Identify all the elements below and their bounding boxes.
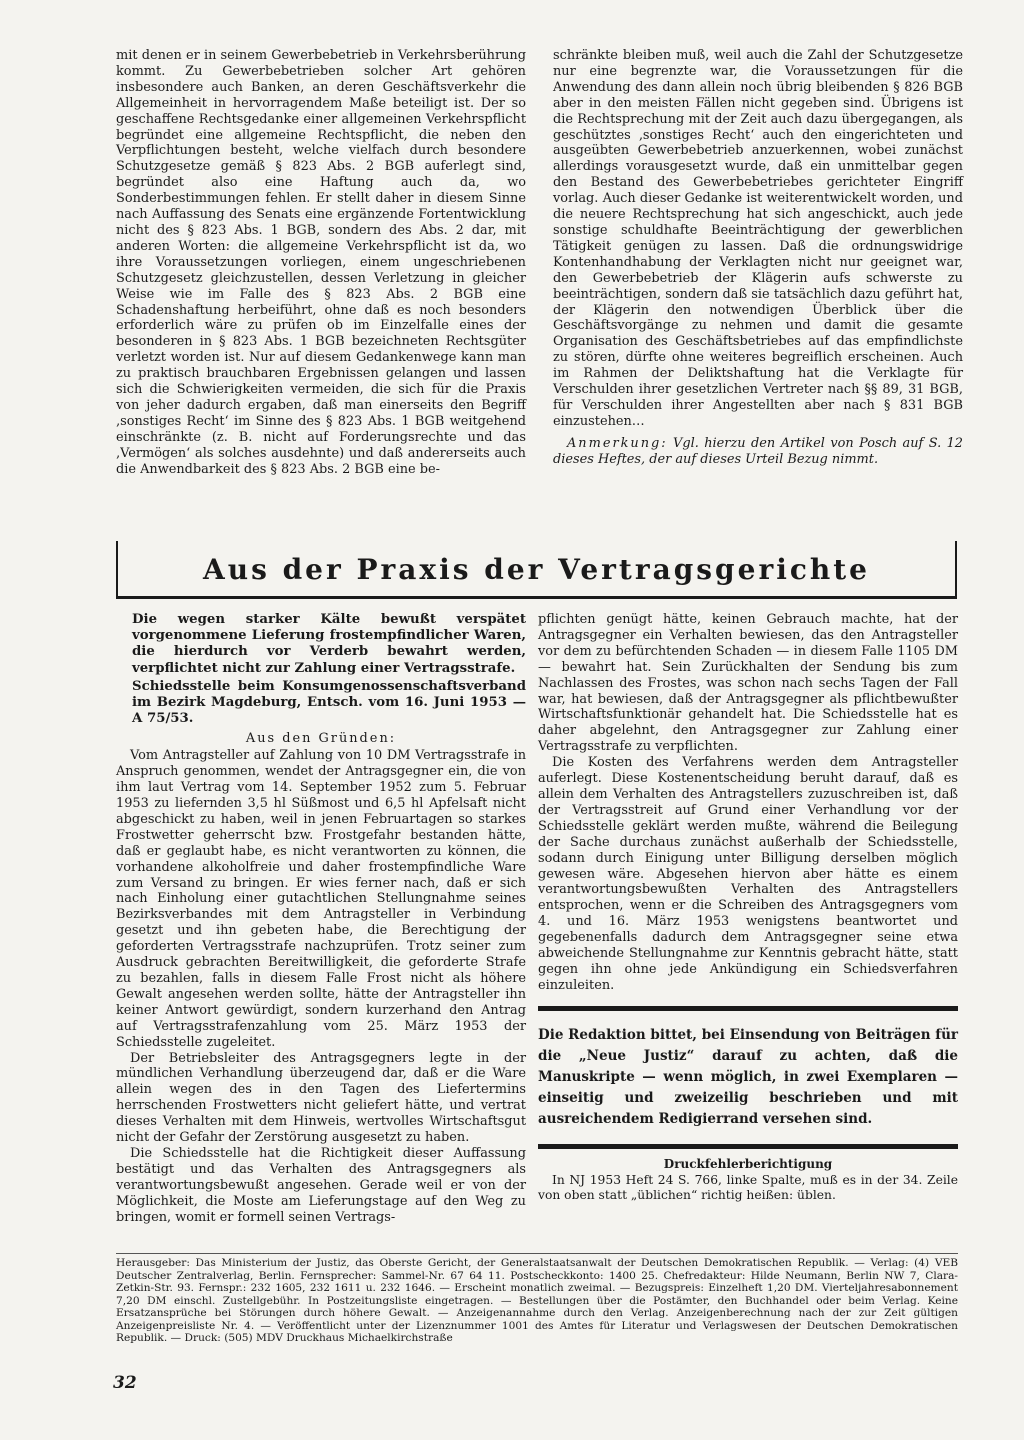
headnote (116, 612, 526, 727)
imprint (116, 1253, 958, 1345)
paragraph: schränkte bleiben muß, weil auch die Zahl der Schutzgesetze nur eine begrenzte war, die Voraussetzungen für die Anwendung des dann allein noch übrig bleibenden § 826 BGB aber in den meisten Fällen nicht gegeben sind. Übrigens ist die Rechtsprechung mit der Zeit auch dazu übergegangen, als geschütztes ‚sonstiges Recht‘ auch den eingerichteten und ausgeübten Gewerbebetrieb anzuerkennen, wobei zunächst allerdings vorausgesetzt wurde, daß ein unmittelbar gegen den Bestand des Gewerbebetriebes gerichteter Eingriff vorlag. Auch dieser Gedanke ist weiterentwickelt worden, und die neuere Rechtsprechung hat sich angeschickt, auch jede sonstige schuldhafte Beeinträchtigung der gewerblichen Tätigkeit genügen zu lassen. Daß die ordnungswidrige Kontenhandhabung der Verklagten nicht nur geeignet war, den Gewerbebetrieb der Klägerin aufs schwerste zu beeinträchtigen, sondern daß sie tatsächlich dazu geführt hat, der Klägerin den notwendigen Überblick über die Geschäftsvorgänge zu nehmen und damit die gesamte Organisation des Geschäftsbetriebes auf das empfindlichste zu stören, dürfte ohne weiteres begreiflich erscheinen. Auch im Rahmen der Deliktshaftung hat die Verklagte für Verschulden ihrer gesetzlichen Vertreter nach §§ 89, 31 BGB, für Verschulden ihrer Angestellten aber nach § 831 BGB einzustehen… (553, 48, 963, 429)
headnote-text: Die wegen starker Kälte bewußt verspätet vorgenommene Lieferung frostempfindlicher Waren, die hierdurch vor Verderb bewahrt werden, verpflichtet nicht zur Zahlung einer Vertragsstrafe. (132, 612, 526, 676)
note (553, 436, 963, 468)
top-right-column (553, 48, 963, 468)
bottom-left-column (116, 612, 526, 1226)
correction-text: In NJ 1953 Heft 24 S. 766, linke Spalte, muß es in der 34. Zeile von oben statt „üblichen“ richtig heißen: üblen. (538, 1172, 958, 1202)
paragraph: Vom Antragsteller auf Zahlung von 10 DM Vertragsstrafe in Anspruch genommen, wendet der Antragsgegner ein, die von ihm laut Vertrag vom 14. September 1952 zum 5. Februar 1953 zu liefernden 3,5 hl Süßmost und 6,5 hl Apfelsaft nicht abgeschickt zu haben, weil in jenen Februartagen so starkes Frostwetter geherrscht bzw. Frostgefahr bestanden hätte, daß er geglaubt habe, es nicht verantworten zu können, die vorhandene alkoholfreie und daher frostempfindliche Ware zum Versand zu bringen. Er wies ferner nach, daß er sich nach Einholung einer gutachtlichen Stellungnahme seines Bezirksverbandes mit dem Antragsteller in Verbindung gesetzt und ihn gebeten habe, die Berechtigung der geforderten Vertragsstrafe nachzuprüfen. Trotz seiner zum Ausdruck gebrachten Bereitwilligkeit, die geforderte Strafe zu bezahlen, falls in diesem Falle Frost nicht als höhere Gewalt angesehen werden sollte, hätte der Antragsteller ihn keiner Antwort gewürdigt, sondern kurzerhand den Antrag auf Vertragsstrafenzahlung vom 25. März 1953 der Schiedsstelle zugeleitet. (116, 748, 526, 1050)
note-label: Anmerkung: (567, 435, 668, 451)
editorial-notice (538, 1025, 958, 1130)
page-number: 32 (113, 1373, 137, 1393)
court-reference: Schiedsstelle beim Konsumgenossenschaftsverband im Bezirk Magdeburg, Entsch. vom 16. Juni 1953 — A 75/53. (132, 678, 526, 727)
correction-title: Druckfehlerberichtigung (663, 1156, 833, 1171)
reasons-heading: Aus den Gründen: (245, 731, 397, 747)
paragraph: Die Schiedsstelle hat die Richtigkeit dieser Auffassung bestätigt und das Verhalten des Antragsgegners als verantwortungsbewußt angesehen. Gerade weil er von der Möglichkeit, die Moste am Lieferungstage auf den Weg zu bringen, womit er formell seinen Vertrags- (116, 1145, 526, 1225)
divider (538, 1006, 958, 1011)
bottom-right-column (538, 612, 958, 1203)
paragraph: Die Kosten des Verfahrens werden dem Antragsteller auferlegt. Diese Kostenentscheidung beruht darauf, daß es allein dem Verhalten des Antragstellers zuzuschreiben ist, daß der Vertragsstreit auf Grund einer Verhandlung vor der Schiedsstelle geklärt werden mußte, während die Beilegung der Sache durchaus zunächst außerhalb der Schiedsstelle, sodann durch Einigung unter Billigung derselben möglich gewesen wäre. Abgesehen hiervon aber hätte es einem verantwortungsbewußten Verhalten des Antragstellers entsprochen, wenn er die Schreiben des Antragsgegners vom 4. und 16. März 1953 wenigstens beantwortet und gegebenenfalls dadurch dem Antragsgegner seine etwa abweichende Stellungnahme zur Kenntnis gebracht hätte, statt gegen ihn ohne jede Ankündigung ein Schiedsverfahren einzuleiten. (538, 755, 958, 993)
divider (538, 1144, 958, 1149)
paragraph: Der Betriebsleiter des Antragsgegners legte in der mündlichen Verhandlung überzeugend dar, daß er die Ware allein wegen des in den Tagen des Liefertermins herrschenden Frostwetters nicht geliefert hätte, und vertrat dieses Verhalten mit dem Hinweis, wertvolles Wirtschaftsgut nicht der Gefahr der Zerstörung ausgesetzt zu haben. (116, 1050, 526, 1146)
notice-text: Die Redaktion bittet, bei Einsendung von Beiträgen für die „Neue Justiz“ darauf zu achten, daß die Manuskripte — wenn möglich, in zwei Exemplaren — einseitig und zweizeilig beschrieben und mit ausreichendem Redigierrand versehen sind. (538, 1026, 958, 1127)
paragraph: pflichten genügt hätte, keinen Gebrauch machte, hat der Antragsgegner ein Verhalten bewiesen, das den Antragsteller vor dem zu befürchtenden Schaden — in diesem Falle 1105 DM — bewahrt hat. Sein Zurückhalten der Sendung bis zum Nachlassen des Frostes, was schon nach sechs Tagen der Fall war, hat bewiesen, daß der Antragsgegner als pflichtbewußter Wirtschaftsfunktionär gehandelt hat. Die Schiedsstelle hat es daher abgelehnt, den Antragsgegner zur Zahlung einer Vertragsstrafe zu verpflichten. (538, 612, 958, 755)
top-left-column (116, 48, 526, 477)
section-title: Aus der Praxis der Vertragsgerichte (203, 553, 870, 586)
imprint-text: Herausgeber: Das Ministerium der Justiz, das Oberste Gericht, der Generalstaatsanwalt der Deutschen Demokratischen Republik. — Verlag: (4) VEB Deutscher Zentralverlag, Berlin. Fernsprecher: Sammel-Nr. 67 64 11. Postscheckkonto: 1400 25. Chefredakteur: Hilde Neumann, Berlin NW 7, Clara-Zetkin-Str. 93. Fernspr.: 232 1605, 232 1611 u. 232 1646. — Erscheint monatlich zweimal. — Bezugspreis: Einzelheft 1,20 DM. Vierteljahresabonnement 7,20 DM einschl. Zustellgebühr. In Postzeitungsliste eingetragen. — Bestellungen über die Postämter, den Buchhandel oder beim Verlag. Keine Ersatzansprüche bei Störungen durch höhere Gewalt. — Anzeigenannahme durch den Verlag. Anzeigenberechnung nach der zur Zeit gültigen Anzeigenpreisliste Nr. 4. — Veröffentlicht unter der Lizenznummer 1001 des Amtes für Literatur und Verlagswesen der Deutschen Demokratischen Republik. — Druck: (505) MDV Druckhaus Michaelkirchstraße (116, 1257, 958, 1344)
note-text: Vgl. hierzu den Artikel von Posch auf S. 12 dieses Heftes, der auf dieses Urteil Bezug nimmt. (553, 435, 963, 467)
section-banner (116, 541, 957, 599)
paragraph: mit denen er in seinem Gewerbebetrieb in Verkehrsberührung kommt. Zu Gewerbebetrieben solcher Art gehören insbesondere auch Banken, an deren Geschäftsverkehr die Allgemeinheit in hervorragendem Maße beteiligt ist. Der so geschaffene Rechtsgedanke einer allgemeinen Verkehrspflicht begründet eine allgemeine Rechtspflicht, die neben den Verpflichtungen besteht, welche vielfach durch besondere Schutzgesetze gemäß § 823 Abs. 2 BGB auferlegt sind, begründet also eine Haftung auch da, wo Sonderbestimmungen fehlen. Er stellt daher in diesem Sinne nach Auffassung des Senats eine ergänzende Fortentwicklung nicht des § 823 Abs. 1 BGB, sondern des Abs. 2 dar, mit anderen Worten: die allgemeine Verkehrspflicht ist da, wo ihre Voraussetzungen vorliegen, einem ungeschriebenen Schutzgesetz gleichzustellen, dessen Verletzung in gleicher Weise wie im Falle des § 823 Abs. 2 BGB eine Schadenshaftung herbeiführt, ohne daß es noch besonders erforderlich wäre zu prüfen ob im Einzelfalle eines der besonderen in § 823 Abs. 1 BGB bezeichneten Rechtsgüter verletzt worden ist. Nur auf diesem Gedankenwege kann man zu praktisch brauchbaren Ergebnissen gelangen und lassen sich die Schwierigkeiten vermeiden, die sich für die Praxis von jeher dadurch ergaben, daß man einerseits den Begriff ‚sonstiges Recht‘ im Sinne des § 823 Abs. 1 BGB weitgehend einschränkte (z. B. nicht auf Forderungsrechte und das ‚Vermögen‘ als solches ausdehnte) und daß andererseits auch die Anwendbarkeit des § 823 Abs. 2 BGB eine be- (116, 48, 526, 477)
